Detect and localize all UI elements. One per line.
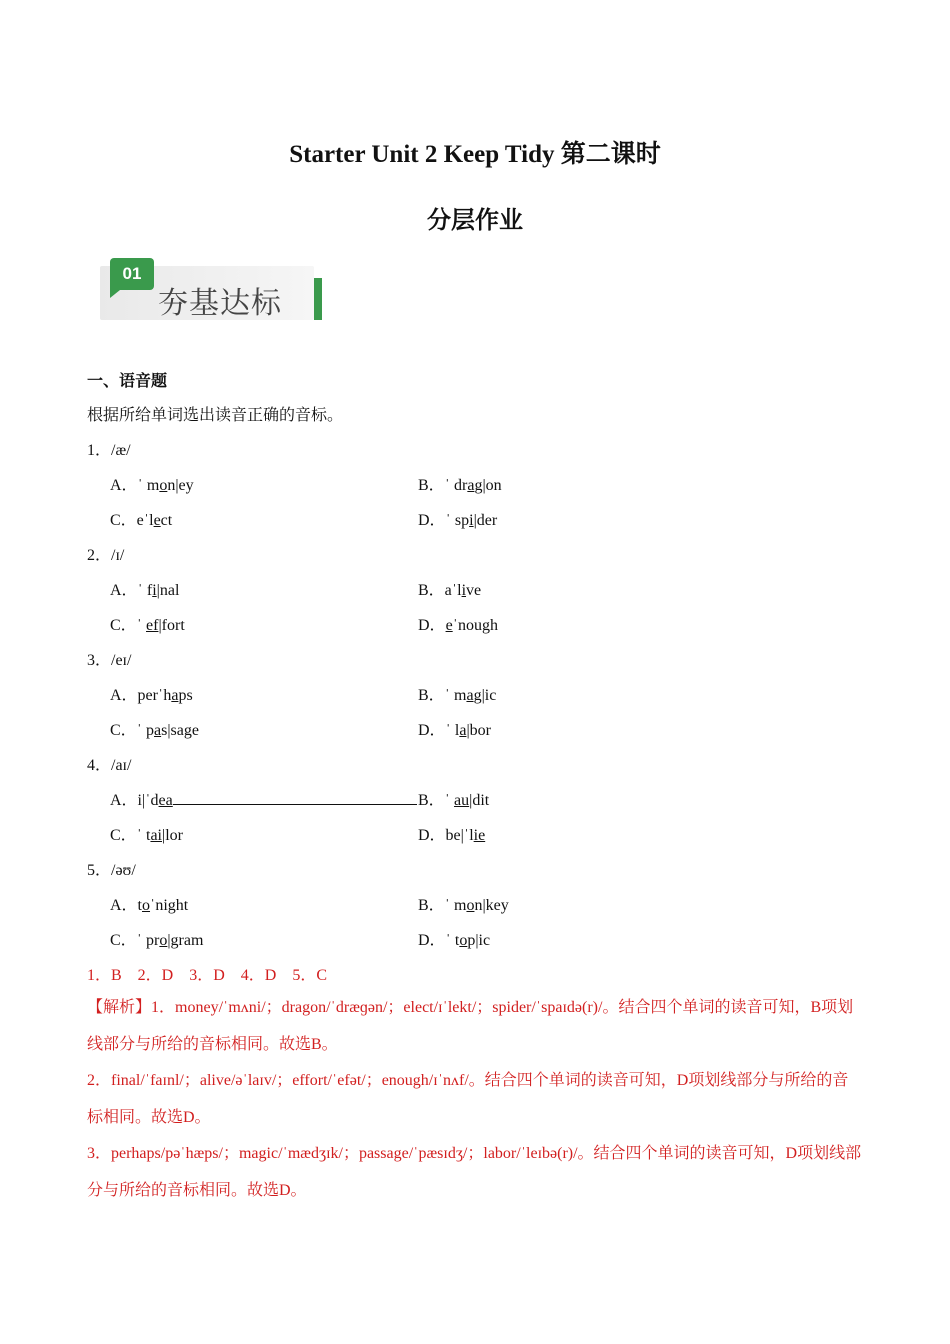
question-2-option-a: A．ˈ fi|nal [110, 582, 180, 599]
explanation-2: 2．final/ˈfaɪnl/；alive/əˈlaɪv/；effort/ˈefət/；enough/ɪˈnʌf/。结合四个单词的读音可知，D项划线部分与所给的音标相同。故选D。 [87, 1072, 849, 1126]
question-4-option-a: A．i|ˈdea [110, 787, 417, 810]
explanation-tag: 【解析】 [87, 999, 152, 1016]
question-4-option-d: D．be|ˈlie [418, 827, 486, 844]
badge-bar [314, 278, 322, 320]
question-3-option-c: C．ˈ pas|sage [110, 722, 199, 739]
badge-number: 01 [110, 258, 154, 290]
question-3-stem: 3．/eɪ/ [87, 652, 132, 669]
question-3-option-d: D．ˈ la|bor [418, 722, 491, 739]
explanation-1-text: 1．money/ˈmʌni/；dragon/ˈdræɡən/；elect/ɪˈlekt/；spider/ˈspaɪdə(r)/。结合四个单词的读音可知，B项划线部分与所给的音标相同。故选B。 [87, 999, 854, 1053]
section-instruction: 根据所给单词选出读音正确的音标。 [87, 407, 344, 424]
question-1-option-d: D．ˈ spi|der [418, 512, 498, 529]
question-2-stem: 2．/ɪ/ [87, 547, 125, 564]
question-5-option-b: B．ˈ mon|key [418, 897, 509, 914]
page-subtitle: 分层作业 [427, 208, 523, 234]
question-1-stem: 1．/æ/ [87, 442, 131, 459]
section-heading: 一、语音题 [87, 373, 168, 390]
question-2-option-c: C．ˈ ef|fort [110, 617, 185, 634]
question-2-option-b: B．aˈlive [418, 582, 482, 599]
question-1-option-c: C．eˈlect [110, 512, 173, 529]
explanation-3: 3．perhaps/pəˈhæps/；magic/ˈmædʒɪk/；passage/ˈpæsɪdʒ/；labor/ˈleɪbə(r)/。结合四个单词的读音可知，D项划线部分与所给的音标相同。故选D。 [87, 1145, 862, 1199]
page-title: Starter Unit 2 Keep Tidy 第二课时 [289, 141, 661, 168]
underline-blank [173, 792, 417, 805]
answer-key: 1．B 2．D 3．D 4．D 5．C [87, 967, 328, 984]
question-2-option-d: D．eˈnough [418, 617, 498, 634]
question-1-option-a: A．ˈ mon|ey [110, 477, 194, 494]
question-3-option-b: B．ˈ mag|ic [418, 687, 497, 704]
question-5-option-d: D．ˈ top|ic [418, 932, 491, 949]
question-4-option-c: C．ˈ tai|lor [110, 827, 183, 844]
section-badge [100, 258, 326, 324]
explanation-1 [87, 989, 863, 1063]
question-4-option-b: B．ˈ au|dit [418, 792, 490, 809]
question-5-stem: 5．/əʊ/ [87, 862, 136, 879]
question-4-stem: 4．/aɪ/ [87, 757, 132, 774]
badge-label: 夯基达标 [158, 286, 282, 321]
question-3-option-a: A．perˈhaps [110, 687, 193, 704]
question-1-option-b: B．ˈ drag|on [418, 477, 502, 494]
question-5-option-c: C．ˈ pro|gram [110, 932, 204, 949]
question-5-option-a: A．toˈnight [110, 897, 189, 914]
